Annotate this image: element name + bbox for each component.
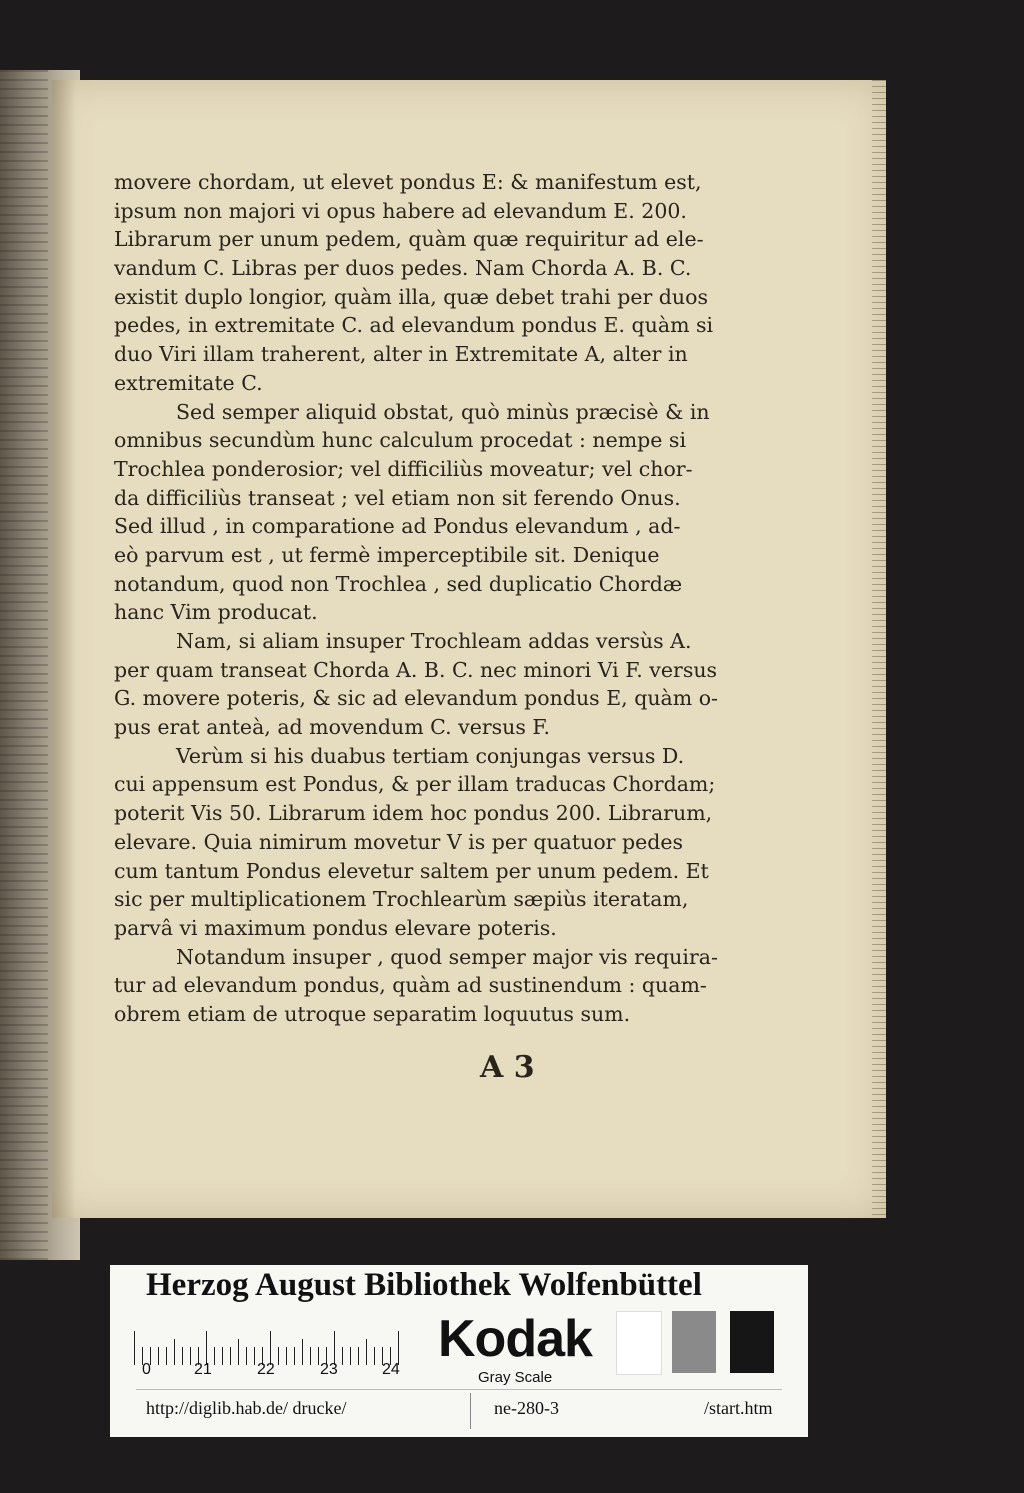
text-line: notandum, quod non Trochlea , sed duplicatio Chordæ (114, 571, 683, 596)
text-line: existit duplo longior, quàm illa, quæ debet trahi per duos (114, 284, 708, 309)
text-line: sic per multiplicationem Trochlearùm sæpiùs iteratam, (114, 887, 689, 912)
text-line: pedes, in extremitate C. ad elevandum pondus E. quàm si (114, 313, 714, 338)
text-line: Sed semper aliquid obstat, quò minùs præcisè & in (176, 399, 710, 424)
text-line: Sed illud , in comparatione ad Pondus elevandum , ad- (114, 514, 681, 539)
white-swatch (616, 1311, 662, 1375)
text-line: poterit Vis 50. Librarum idem hoc pondus 200. Librarum, (114, 801, 713, 826)
kodak-logo: Kodak (438, 1310, 592, 1368)
text-line: duo Viri illam traherent, alter in Extremitate A, alter in (114, 342, 688, 367)
text-line: per quam transeat Chorda A. B. C. nec minori Vi F. versus (114, 657, 718, 682)
text-line: elevare. Quia nimirum movetur V is per quatuor pedes (114, 829, 684, 854)
gray-scale-label: Gray Scale (478, 1369, 553, 1386)
url-base: http://diglib.hab.de/ drucke/ (146, 1398, 347, 1418)
text-line: parvâ vi maximum pondus elevare poteris. (114, 915, 557, 940)
text-line: movere chordam, ut elevet pondus E: & manifestum est, (114, 170, 702, 194)
ruler-label: 0 (142, 1361, 151, 1378)
text-line: vandum C. Libras per duos pedes. Nam Chorda A. B. C. (114, 256, 692, 281)
text-line: Librarum per unum pedem, quàm quæ requiritur ad ele- (114, 227, 704, 252)
ruler-label: 22 (257, 1361, 275, 1378)
text-line: Trochlea ponderosior; vel difficiliùs moveatur; vel chor- (114, 456, 693, 481)
book-page (52, 80, 886, 1218)
ruler-scale (132, 1315, 422, 1365)
page-signature: A 3 (480, 1050, 535, 1085)
text-line: cum tantum Pondus elevetur saltem per unum pedem. Et (114, 858, 709, 883)
text-line: pus erat anteà, ad movendum C. versus F. (114, 715, 550, 740)
url-end: /start.htm (704, 1398, 773, 1418)
ruler-label: 23 (320, 1361, 338, 1378)
text-line: cui appensum est Pondus, & per illam traducas Chordam; (114, 772, 716, 797)
text-line: eò parvum est , ut fermè imperceptibile sit. Denique (114, 542, 660, 567)
text-line: da difficiliùs transeat ; vel etiam non sit ferendo Onus. (114, 485, 681, 510)
gray-swatch (672, 1311, 716, 1373)
shelfmark: ne-280-3 (494, 1398, 559, 1418)
text-line: Notandum insuper , quod semper major vis requira- (176, 944, 718, 969)
text-line: omnibus secundùm hunc calculum procedat : nempe si (114, 428, 687, 453)
text-line: ipsum non majori vi opus habere ad elevandum E. 200. (114, 198, 687, 223)
text-line: obrem etiam de utroque separatim loquutus sum. (114, 1001, 631, 1026)
text-line: Verùm si his duabus tertiam conjungas versus D. (176, 743, 685, 768)
text-line: hanc Vim producat. (114, 600, 318, 625)
text-line: Nam, si aliam insuper Trochleam addas versùs A. (176, 629, 692, 653)
ruler-label: 24 (382, 1361, 400, 1378)
library-name: Herzog August Bibliothek Wolfenbüttel (146, 1267, 702, 1303)
ruler-label: 21 (194, 1361, 212, 1378)
text-line: tur ad elevandum pondus, quàm ad sustinendum : quam- (114, 973, 707, 998)
text-line: extremitate C. (114, 370, 263, 395)
library-color-card (110, 1265, 808, 1437)
black-swatch (730, 1311, 774, 1373)
page-text (114, 168, 819, 1029)
text-line: G. movere poteris, & sic ad elevandum pondus E, quàm o- (114, 686, 718, 711)
